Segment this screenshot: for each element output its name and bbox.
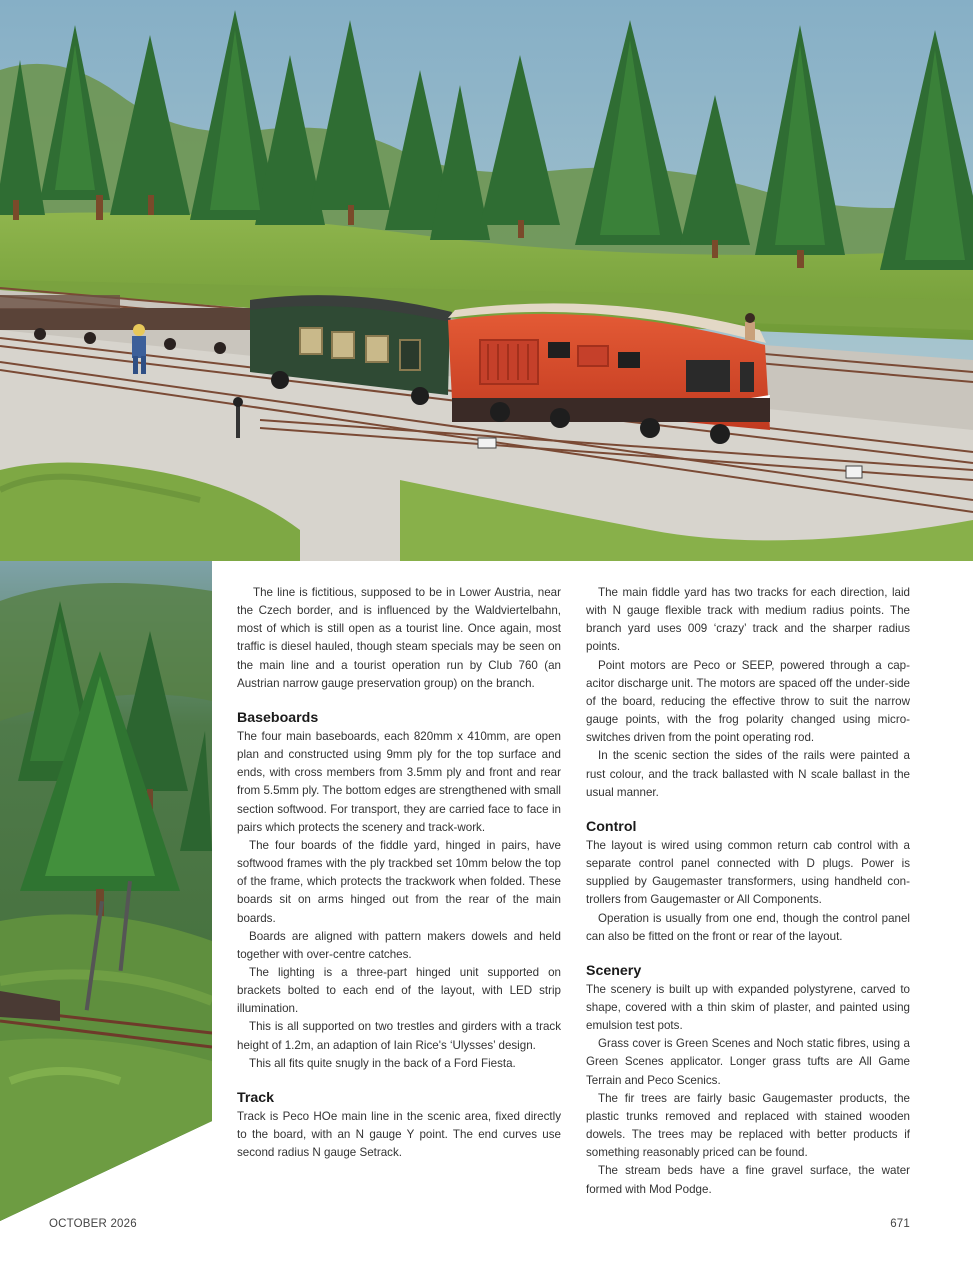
body-paragraph: The layout is wired using common return cab control with a separate control panel connected with D plugs. Power is supplied by Gaugemaster transformers, using handheld con-trollers from Gaugemaster or All Components. (586, 838, 910, 907)
body-paragraph: Grass cover is Green Scenes and Noch static fibres, using a Green Scenes applicator. Longer grass tufts are All Game Terrain and Peco Scenics. (586, 1037, 910, 1087)
heading-scenery: Scenery (586, 962, 642, 979)
body-paragraph: The four main baseboards, each 820mm x 410mm, are open plan and constructed using 9mm ply for the top surface and ends, with cross members from 3.5mm ply and front and rear from 5.5mm ply. The bottom edges are strengthened with small section softwood. For transport, they are carried face to face in pairs which protects the scenery and track-work. (237, 729, 561, 834)
body-paragraph: The main fiddle yard has two tracks for each direction, laid with N gauge flexible track with medium radius points. The branch yard uses 009 ‘crazy’ track and the sharper radius points. (586, 586, 910, 654)
body-paragraph: The stream beds have a fine gravel surface, the water formed with Mod Podge. (586, 1164, 910, 1196)
heading-track: Track (237, 1089, 275, 1106)
page-number: 671 (890, 1218, 910, 1230)
body-paragraph: Point motors are Peco or SEEP, powered through a cap-acitor discharge unit. The motors are spaced off the under-side of the board, reducing the effective throw to suit the narrow gauge points, with the frog polarity changed using micro-switches driven from the point operating rod. (586, 658, 910, 745)
body-paragraph: The fir trees are fairly basic Gaugemaster products, the plastic trunks removed and replaced with stained wooden dowels. The trees may be replaced with better products if something reasonably priced can be found. (586, 1091, 910, 1160)
body-paragraph: The lighting is a three-part hinged unit supported on brackets bolted to each end of the layout, with LED strip illumination. (237, 965, 561, 1016)
body-paragraph: Boards are aligned with pattern makers dowels and held together with over-centre catches. (237, 929, 561, 961)
body-paragraph: The four boards of the fiddle yard, hinged in pairs, have softwood frames with the ply trackbed set 10mm below the top of the frame, which protects the trackwork when folded. These boards sit on arms hinged out from the rear of the main boards. (237, 838, 561, 925)
body-paragraph: The scenery is built up with expanded polystyrene, carved to shape, covered with a thin skim of plaster, and painted using emulsion test pots. (586, 982, 910, 1033)
body-paragraph: Operation is usually from one end, though the control panel can also be fitted on the front or rear of the layout. (586, 911, 910, 943)
body-paragraph: In the scenic section the sides of the rails were painted a rust colour, and the track ballasted with N scale ballast in the usual manner. (586, 749, 910, 799)
heading-baseboards: Baseboards (237, 709, 319, 726)
issue-date: OCTOBER 2026 (49, 1218, 137, 1230)
body-paragraph: Track is Peco HOe main line in the scenic area, fixed directly to the board, with an N gauge Y point. The end curves use second radius N gauge Setrack. (237, 1109, 561, 1160)
body-paragraph: This is all supported on two trestles and girders with a track height of 1.2m, an adaption of Iain Rice's ‘Ulysses’ design. (237, 1020, 561, 1052)
intro-paragraph: The line is fictitious, supposed to be in Lower Austria, near the Czech border, and is influenced by the Waldviertelbahn, most of which is still open as a tourist line. Once again, most traffic is diesel hauled, though steam specials may be seen on the main line and a tourist operation run by Club 760 (an Austrian narrow gauge preservation group) on the branch. (237, 586, 561, 690)
article-column-left (237, 584, 561, 1162)
layout-photo-trees (0, 561, 212, 1221)
layout-photo-main (0, 0, 973, 561)
heading-control: Control (586, 818, 637, 835)
article-column-right (586, 584, 910, 1199)
body-paragraph: This all fits quite snugly in the back of a Ford Fiesta. (249, 1056, 516, 1070)
